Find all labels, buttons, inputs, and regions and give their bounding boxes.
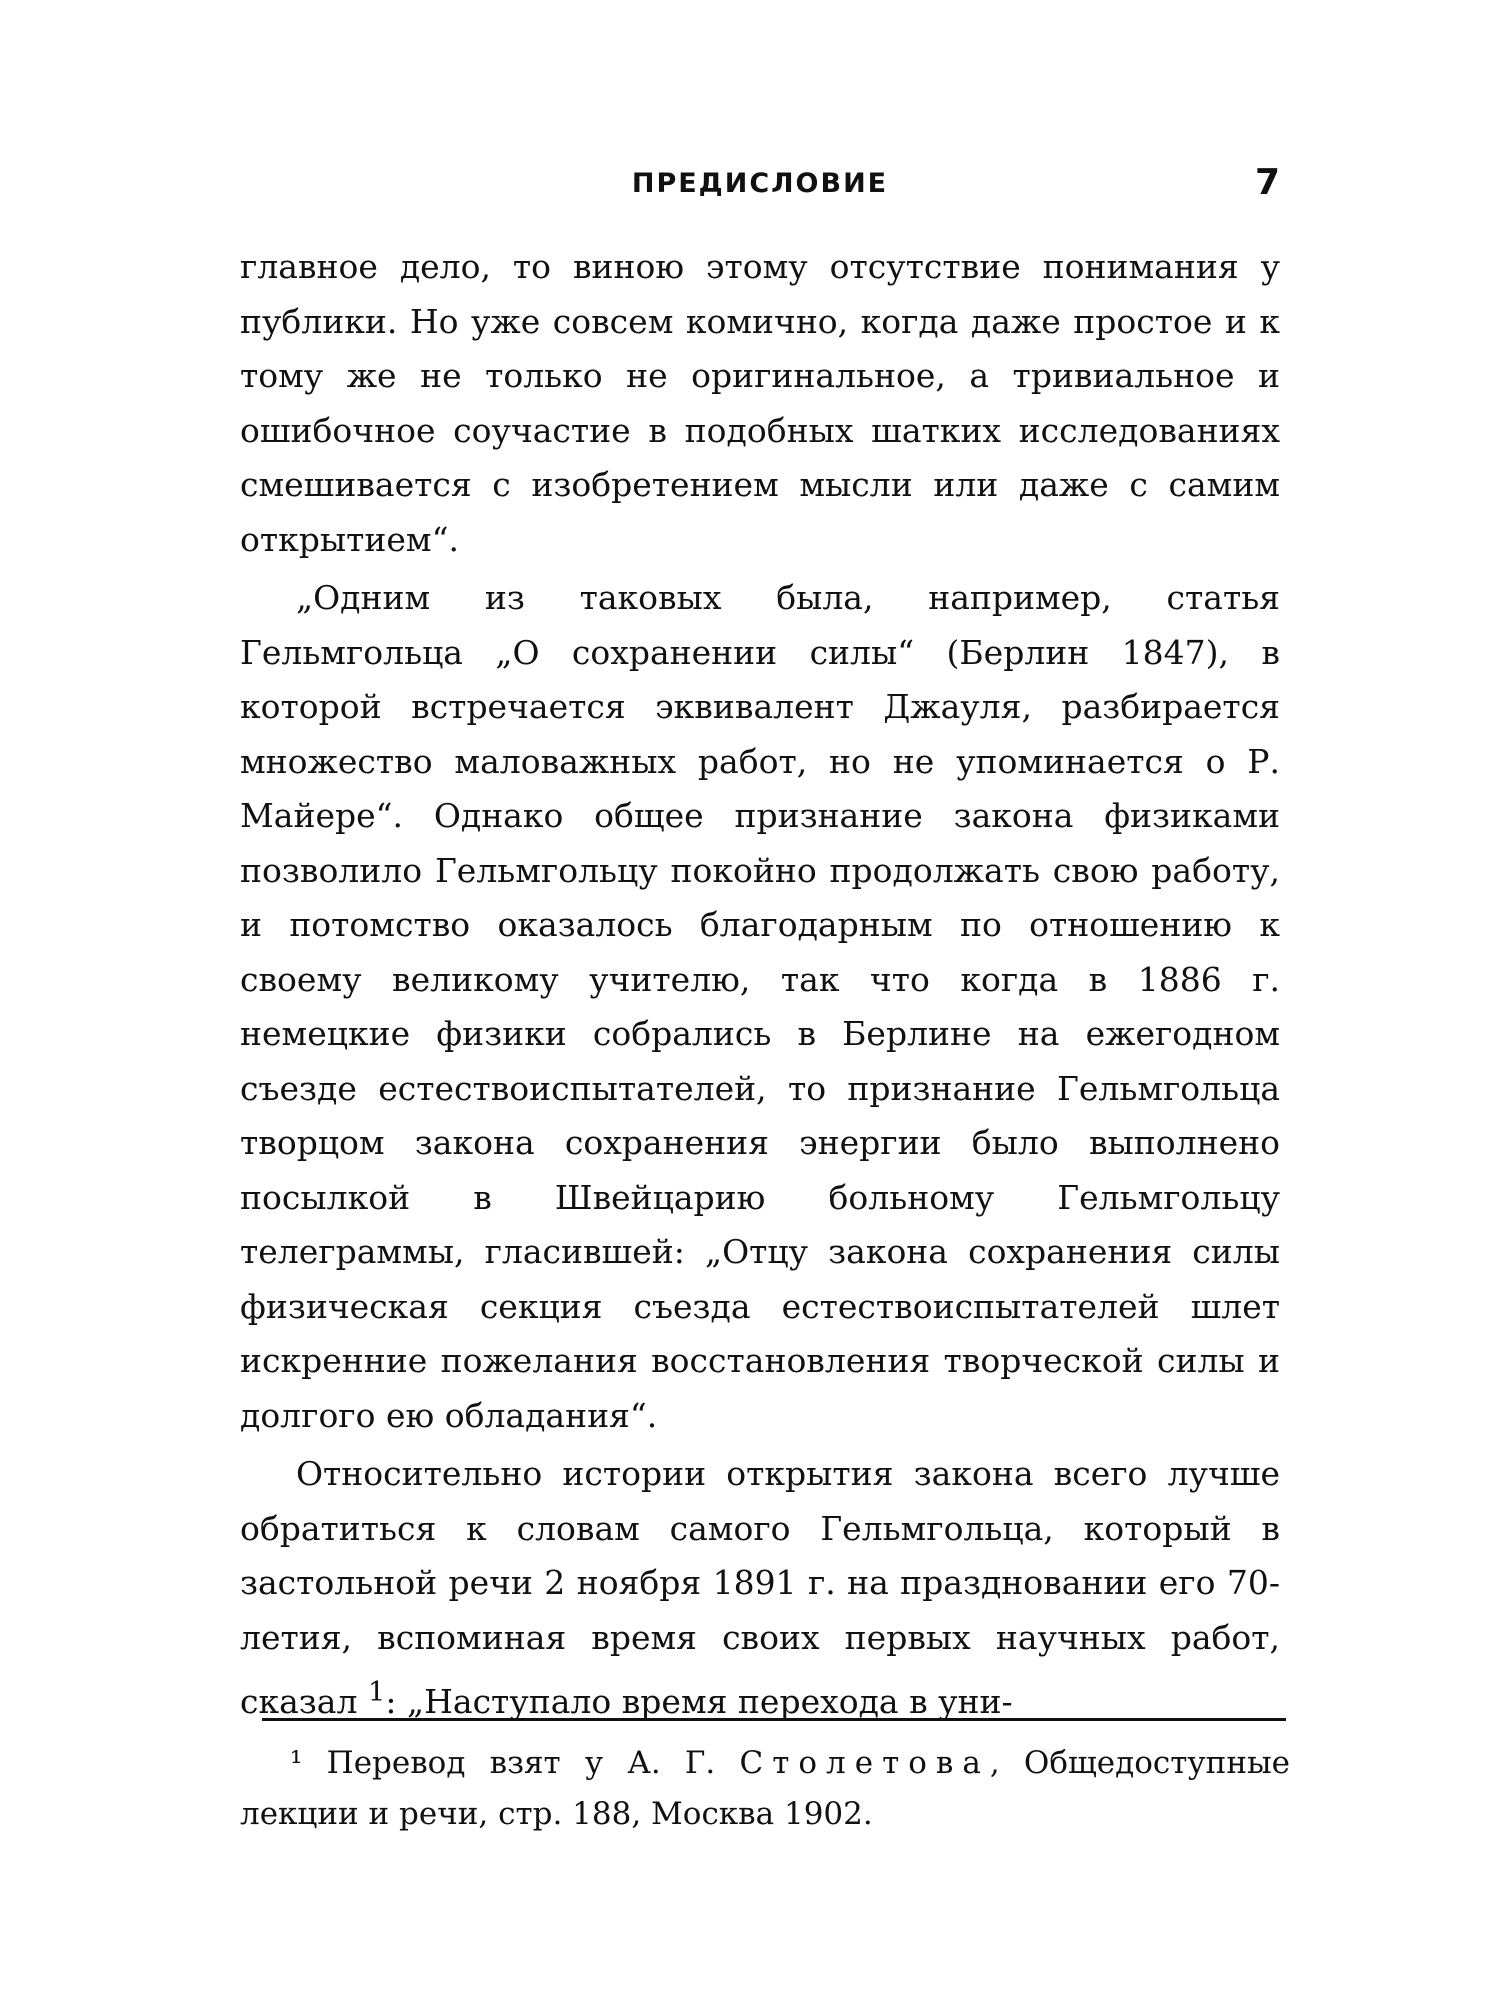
footnote-text-after: , Общедоступные лекции и речи, стр. 188, Москва 1902. [240, 1745, 1290, 1832]
paragraph-1: главное дело, то виною этому отсутствие понимания у публики. Но уже совсем комично, когда даже простое и к тому же не только не оригинальное, а тривиальное и ошибочное соучастие в подобных шатких исследованиях смешивается с изобретением мысли или даже с самим открытием“. [240, 247, 1280, 559]
paragraph-3-text: Относительно истории открытия закона всего лучше обратиться к словам самого Гельмгольца, который в застольной речи 2 ноября 1891 г. на праздновании его 70-летия, вспоминая время своих первых научных работ, сказал [240, 1454, 1280, 1721]
footnote-rule [262, 1718, 1286, 1721]
footnote-reference: 1 [367, 1676, 386, 1708]
body-text [240, 240, 1280, 1730]
paragraph-2: „Одним из таковых была, например, статья Гельмгольца „О сохранении силы“ (Берлин 1847), в которой встречается эквивалент Джауля, разбирается множество маловажных работ, но не упоминается о Р. Майере“. Однако общее признание закона физиками позволило Гельмгольцу покойно продолжать свою работу, и потомство оказалось благодарным по отношению к своему великому учителю, так что когда в 1886 г. немецкие физики собрались в Берлине на ежегодном съезде естествоиспытателей, то признание Гельмгольца творцом закона сохранения энергии было выполнено посылкой в Швейцарию больному Гельмгольцу телеграммы, гласившей: „Отцу закона сохранения силы физическая секция съезда естествоиспытателей шлет искренние пожелания восстановления творческой силы и долгого ею обладания“. [240, 578, 1280, 1435]
footnote-text-before: Перевод взят у А. Г. [326, 1745, 716, 1781]
footnote-author: Столетова [739, 1745, 990, 1781]
paragraph-3 [240, 1447, 1280, 1730]
page-number: 7 [1254, 162, 1280, 203]
running-title: ПРЕДИСЛОВИЕ [631, 168, 889, 199]
paragraph-3-tail: : „Наступало время перехода в уни- [385, 1682, 1013, 1721]
footnote-paragraph [240, 1738, 1290, 1840]
running-head [240, 162, 1280, 208]
footnote-marker: ¹ [290, 1745, 303, 1781]
footnote [240, 1738, 1290, 1840]
